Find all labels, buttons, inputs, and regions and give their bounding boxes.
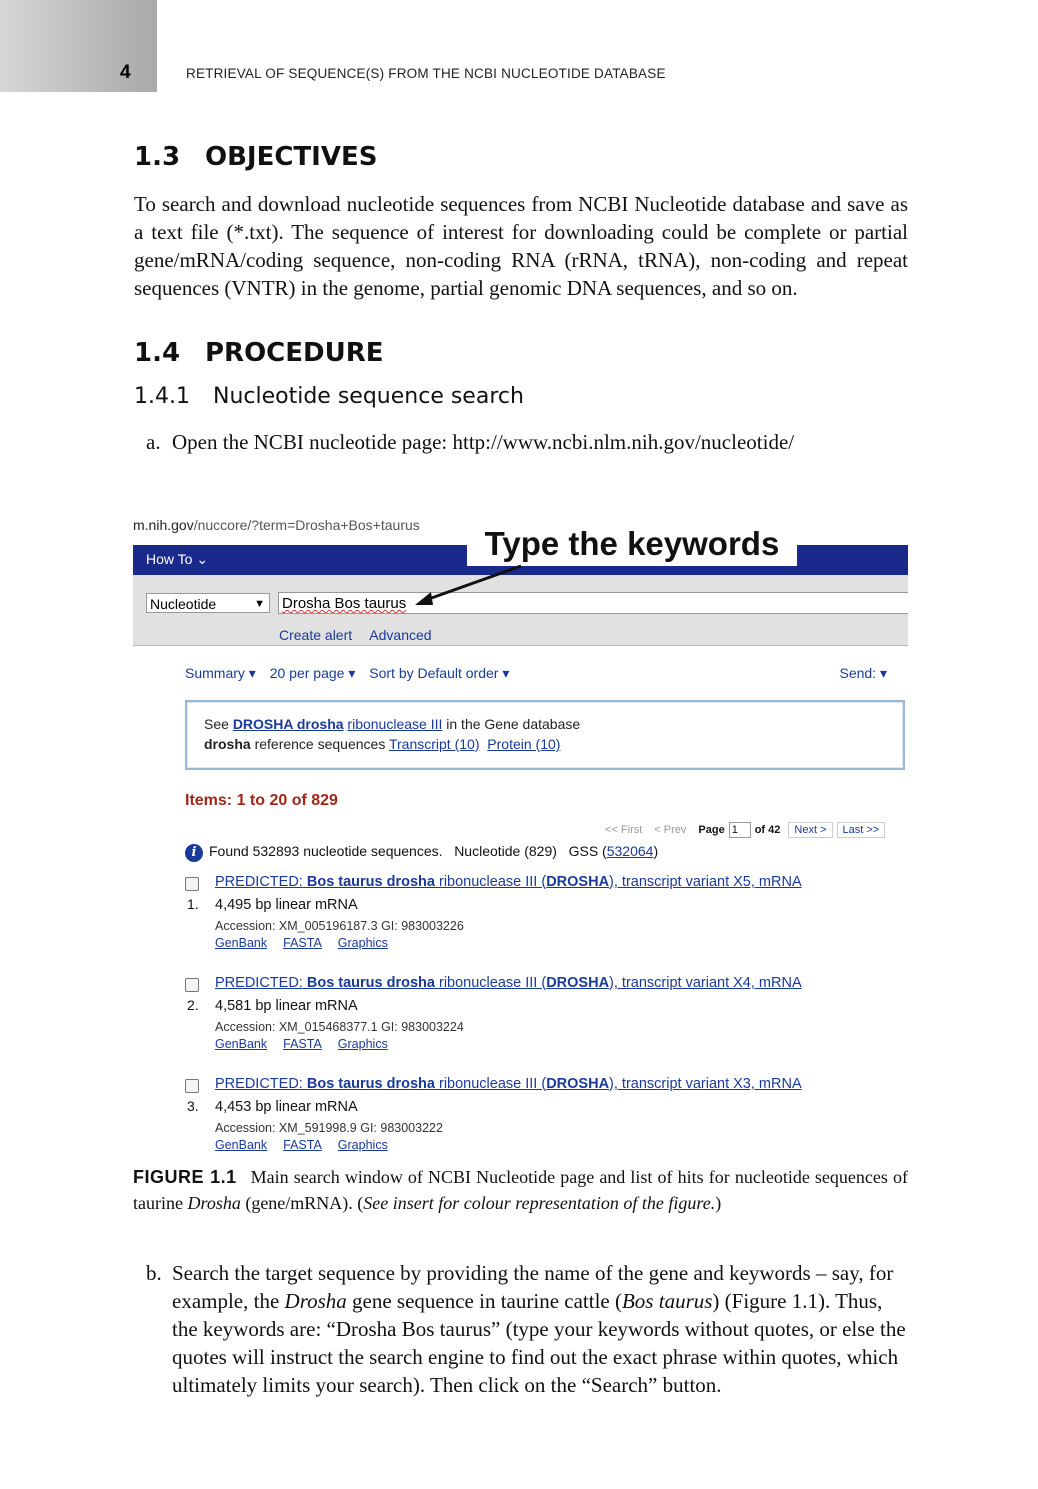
variant-text: ), transcript variant X4, mRNA — [609, 975, 802, 991]
next-page-link[interactable]: Next > — [788, 822, 832, 838]
result-accession: Accession: XM_015468377.1 GI: 983003224 — [215, 1020, 464, 1034]
fasta-link[interactable]: FASTA — [283, 1138, 322, 1152]
sort-menu[interactable]: Sort by Default order ▾ — [369, 665, 510, 681]
step-italic: Drosha — [284, 1289, 347, 1313]
page-label: Page — [698, 824, 725, 836]
step-b — [146, 1259, 908, 1399]
search-links — [279, 627, 446, 643]
result-description: 4,453 bp linear mRNA — [215, 1099, 358, 1115]
variant-text: ), transcript variant X3, mRNA — [609, 1076, 802, 1092]
result-index: 2. — [187, 997, 199, 1013]
figure-screenshot — [133, 508, 908, 1152]
search-band — [133, 575, 908, 646]
result-description: 4,581 bp linear mRNA — [215, 998, 358, 1014]
create-alert-link[interactable]: Create alert — [279, 627, 353, 643]
per-page-menu[interactable]: 20 per page ▾ — [269, 665, 356, 681]
nucleotide-count[interactable]: Nucleotide (829) — [454, 843, 557, 859]
result-index: 1. — [187, 896, 199, 912]
step-text-part: gene sequence in taurine cattle ( — [352, 1289, 622, 1313]
gene-database-box — [185, 700, 905, 770]
organism-text: Bos taurus drosha — [306, 874, 435, 890]
search-input[interactable] — [278, 592, 908, 614]
genbank-link[interactable]: GenBank — [215, 936, 268, 950]
step-text-part: ) (Figure 1.1). Thus, the keywords are: “Drosha Bos taurus” (type your keywords without quotes, or else the quotes will instruct the search engine to find out the exact phrase within quotes, which ultimately limits your search). Then click on the “Search” button. — [172, 1289, 906, 1397]
title-mid: ribonuclease III ( — [439, 975, 547, 991]
section-title: PROCEDURE — [205, 338, 384, 368]
step-text — [172, 1259, 908, 1399]
result-checkbox[interactable] — [185, 877, 199, 891]
figure-label: FIGURE 1.1 — [133, 1167, 237, 1187]
title-mid: ribonuclease III ( — [439, 1076, 547, 1092]
annotation-callout: Type the keywords — [467, 522, 797, 566]
url-path: /nuccore/?term=Drosha+Bos+taurus — [193, 517, 420, 533]
send-menu[interactable]: Send: ▾ — [839, 665, 887, 681]
search-input-value: Drosha Bos taurus — [282, 595, 407, 612]
result-checkbox[interactable] — [185, 1079, 199, 1093]
refseq-line — [204, 736, 560, 752]
info-icon: i — [185, 844, 203, 862]
gss-link[interactable]: 532064 — [606, 843, 654, 859]
advanced-link[interactable]: Advanced — [369, 627, 432, 643]
figure-caption — [133, 1164, 908, 1216]
step-label: b. — [146, 1261, 162, 1285]
result-description: 4,495 bp linear mRNA — [215, 897, 358, 913]
last-page-link[interactable]: Last >> — [837, 822, 886, 838]
fasta-link[interactable]: FASTA — [283, 936, 322, 950]
page-total: of 42 — [754, 824, 781, 836]
transcript-link[interactable]: Transcript (10) — [388, 736, 480, 752]
how-to-menu[interactable]: How To ⌄ — [146, 551, 209, 567]
page-number: 4 — [120, 62, 131, 83]
database-select[interactable] — [146, 593, 270, 613]
gene-line — [204, 716, 580, 732]
summary-menu[interactable]: Summary ▾ — [185, 665, 256, 681]
section-number: 1.3 — [134, 142, 181, 172]
organism-text: Bos taurus drosha — [306, 975, 435, 991]
result-format-links — [215, 936, 404, 950]
subsection-heading-search — [134, 384, 524, 409]
first-page-link[interactable]: << First — [605, 824, 643, 836]
page-input[interactable]: 1 — [729, 822, 751, 838]
found-summary — [185, 843, 658, 862]
caption-text: (gene/mRNA). ( — [245, 1193, 364, 1213]
protein-link[interactable]: Protein (10) — [487, 736, 561, 752]
genbank-link[interactable]: GenBank — [215, 1037, 268, 1051]
caption-text: Main search window of NCBI Nucleotide page and list of hits for nucleotide sequences of taurine — [133, 1167, 908, 1213]
section-heading-procedure — [134, 338, 384, 368]
results-toolbar — [185, 665, 905, 682]
refseq-text: reference sequences — [254, 736, 386, 752]
section-title: OBJECTIVES — [205, 142, 378, 172]
page-tab-box — [0, 0, 157, 92]
section-heading-objectives — [134, 142, 377, 172]
gene-symbol: DROSHA — [546, 874, 610, 890]
caption-italic: Drosha — [187, 1193, 241, 1213]
gene-db-text: in the Gene database — [446, 716, 581, 732]
pager — [605, 822, 889, 838]
step-italic: Bos taurus — [621, 1289, 713, 1313]
result-format-links — [215, 1037, 404, 1051]
gene-name-link[interactable]: ribonuclease III — [347, 716, 443, 732]
subsection-title: Nucleotide sequence search — [213, 384, 524, 409]
predicted-text: PREDICTED: — [215, 975, 303, 991]
caption-text: ) — [715, 1193, 722, 1213]
see-text: See — [204, 716, 229, 732]
title-mid: ribonuclease III ( — [439, 874, 547, 890]
address-bar — [133, 517, 420, 533]
result-title-link[interactable] — [215, 975, 802, 991]
dropdown-arrow-icon: ▼ — [254, 598, 265, 610]
step-text: Open the NCBI nucleotide page: http://www.ncbi.nlm.nih.gov/nucleotide/ — [172, 430, 795, 454]
step-text-part: Search the target sequence by providing the name of the gene and keywords – say, for example, the — [172, 1261, 894, 1313]
prev-page-link[interactable]: < Prev — [654, 824, 687, 836]
graphics-link[interactable]: Graphics — [337, 1138, 388, 1152]
result-title-link[interactable] — [215, 1076, 802, 1092]
url-host: m.nih.gov — [133, 517, 194, 533]
genbank-link[interactable]: GenBank — [215, 1138, 268, 1152]
result-checkbox[interactable] — [185, 978, 199, 992]
result-title-link[interactable] — [215, 874, 802, 890]
fasta-link[interactable]: FASTA — [283, 1037, 322, 1051]
gss-close: ) — [653, 843, 659, 859]
running-title: RETRIEVAL OF SEQUENCE(S) FROM THE NCBI NUCLEOTIDE DATABASE — [186, 66, 666, 81]
result-format-links — [215, 1138, 404, 1152]
caption-italic: See insert for colour representation of the figure. — [363, 1193, 716, 1213]
section-number: 1.4 — [134, 338, 181, 368]
variant-text: ), transcript variant X5, mRNA — [609, 874, 802, 890]
result-accession: Accession: XM_591998.9 GI: 983003222 — [215, 1121, 443, 1135]
graphics-link[interactable]: Graphics — [337, 936, 388, 950]
predicted-text: PREDICTED: — [215, 1076, 303, 1092]
gene-symbol: DROSHA — [546, 975, 610, 991]
step-a — [146, 428, 908, 456]
organism-text: Bos taurus drosha — [306, 1076, 435, 1092]
found-text: Found 532893 nucleotide sequences. — [209, 843, 443, 859]
gss-label: GSS ( — [568, 843, 607, 859]
refseq-gene: drosha — [204, 736, 251, 752]
step-label: a. — [146, 430, 161, 454]
result-accession: Accession: XM_005196187.3 GI: 983003226 — [215, 919, 464, 933]
predicted-text: PREDICTED: — [215, 874, 303, 890]
graphics-link[interactable]: Graphics — [337, 1037, 388, 1051]
objectives-paragraph: To search and download nucleotide sequences from NCBI Nucleotide database and save as a text file (*.txt). The sequence of interest for downloading could be complete or partial gene/mRNA/coding sequence, non-coding RNA (rRNA, tRNA), non-coding and repeat sequences (VNTR) in the genome, partial genomic DNA sequences, and so on. — [134, 192, 908, 300]
items-count: Items: 1 to 20 of 829 — [185, 792, 338, 809]
gene-symbol: DROSHA — [546, 1076, 610, 1092]
result-index: 3. — [187, 1098, 199, 1114]
database-select-value: Nucleotide — [150, 596, 217, 612]
subsection-number: 1.4.1 — [134, 384, 190, 409]
gene-link[interactable]: DROSHA drosha — [232, 716, 344, 732]
